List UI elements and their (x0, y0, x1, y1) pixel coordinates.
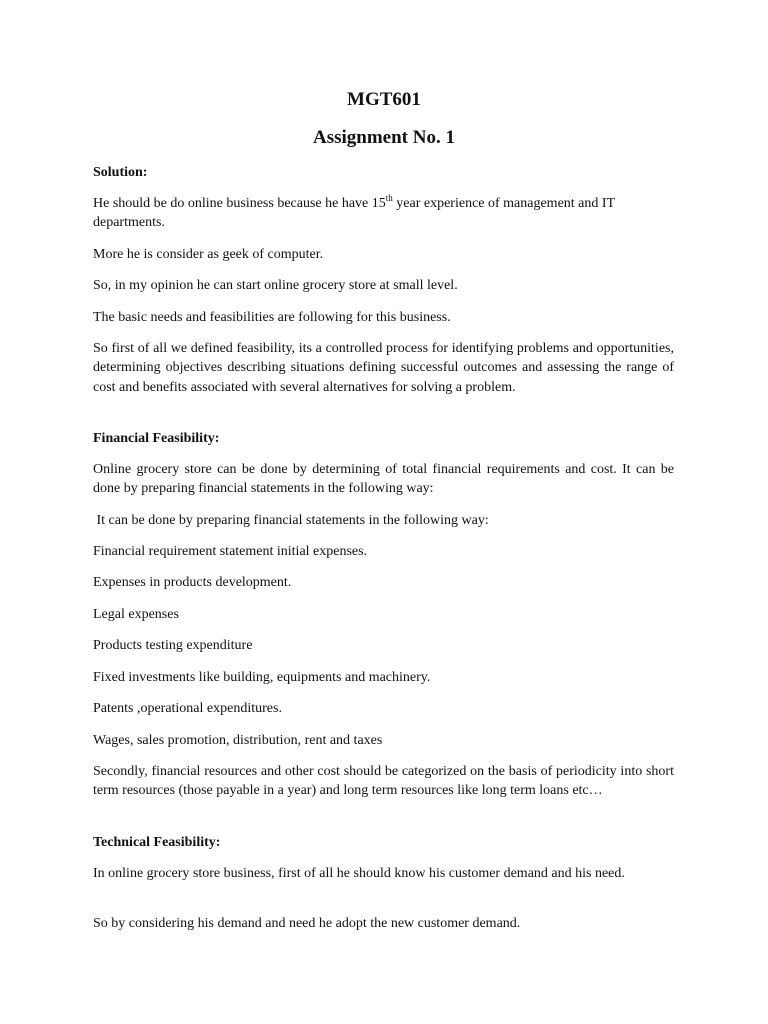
course-code-title: MGT601 (347, 89, 421, 110)
paragraph-adopt-demand: So by considering his demand and need he adopt the new customer demand. (93, 916, 521, 931)
assignment-title: Assignment No. 1 (313, 127, 455, 148)
solution-heading: Solution: (93, 165, 148, 180)
paragraph-experience-start: He should be do online business because he have 15 (93, 196, 386, 211)
paragraph-experience-end: year experience of management and IT departments. (93, 196, 615, 231)
paragraph-financial-statements: It can be done by preparing financial statements in the following way: (93, 513, 489, 528)
ordinal-superscript: th (385, 193, 393, 203)
list-item-patents: Patents ,operational expenditures. (93, 701, 282, 716)
list-item-fixed-investments: Fixed investments like building, equipments and machinery. (93, 670, 431, 685)
list-item-legal-expenses: Legal expenses (93, 607, 179, 622)
technical-feasibility-heading: Technical Feasibility: (93, 835, 221, 850)
financial-feasibility-heading: Financial Feasibility: (93, 431, 220, 446)
paragraph-financial-intro: Online grocery store can be done by determining of total financial requirements and cost. It can be done by preparing financial statements in the following way: (93, 462, 674, 497)
paragraph-basic-needs: The basic needs and feasibilities are following for this business. (93, 310, 451, 325)
list-item-product-development: Expenses in products development. (93, 575, 292, 590)
list-item-testing-expenditure: Products testing expenditure (93, 638, 253, 653)
paragraph-customer-demand: In online grocery store business, first of all he should know his customer demand and his need. (93, 866, 625, 881)
paragraph-feasibility-definition: So first of all we defined feasibility, its a controlled process for identifying problems and opportunities, determining objectives describing situations defining successful outcomes and assessing the range of cost and benefits associated with several alternatives for solving a problem. (93, 341, 674, 395)
list-item-initial-expenses: Financial requirement statement initial expenses. (93, 544, 368, 559)
list-item-wages: Wages, sales promotion, distribution, rent and taxes (93, 733, 383, 748)
paragraph-experience (93, 194, 674, 233)
paragraph-financial-resources: Secondly, financial resources and other cost should be categorized on the basis of periodicity into short term resources (those payable in a year) and long term resources like long term loans etc… (93, 764, 674, 799)
paragraph-geek: More he is consider as geek of computer. (93, 247, 324, 262)
paragraph-opinion: So, in my opinion he can start online grocery store at small level. (93, 278, 458, 293)
